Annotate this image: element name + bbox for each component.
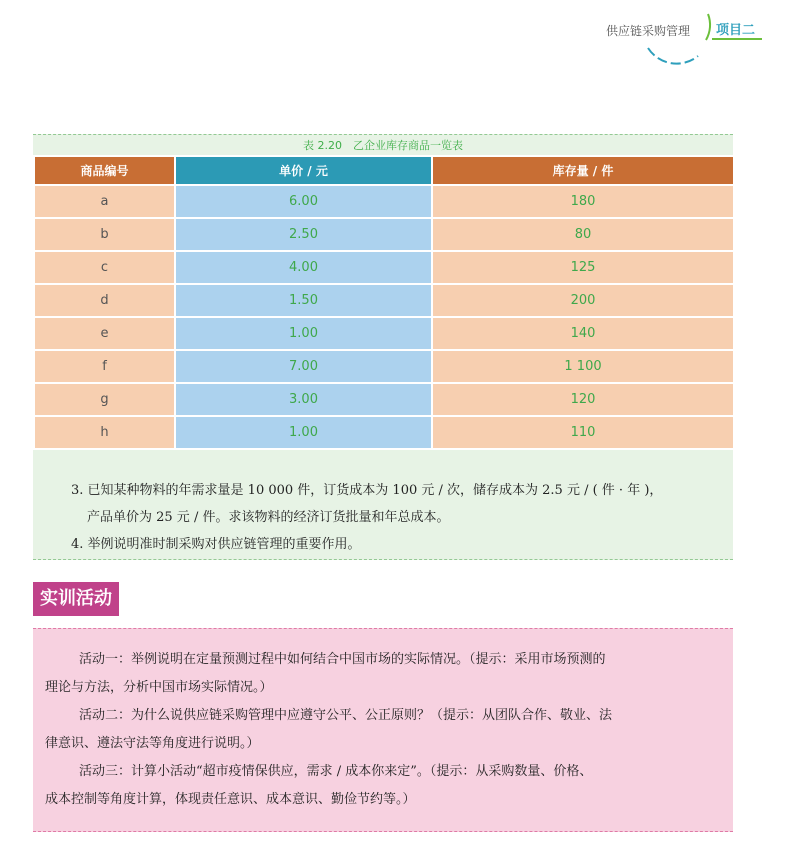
inventory-table	[33, 155, 735, 450]
item-code-cell: a	[34, 185, 175, 218]
item-code-cell: b	[34, 218, 175, 251]
stock-cell: 200	[432, 284, 734, 317]
question-4: 4. 举例说明准时制采购对供应链管理的重要作用。	[71, 537, 361, 552]
stock-cell: 110	[432, 416, 734, 449]
item-code-cell: f	[34, 350, 175, 383]
activity-box	[33, 628, 733, 832]
activity-3-line-2: 成本控制等角度计算，体现责任意识、成本意识、勤俭节约等。）	[45, 792, 416, 807]
stock-cell: 180	[432, 185, 734, 218]
table-row	[34, 350, 734, 383]
activity-1-line-1: 活动一：举例说明在定量预测过程中如何结合中国市场的实际情况。（提示：采用市场预测的	[79, 652, 606, 667]
table-row	[34, 218, 734, 251]
project-underline	[712, 38, 762, 40]
item-code-cell: d	[34, 284, 175, 317]
item-code-cell: e	[34, 317, 175, 350]
activity-2-line-2: 律意识、遵法守法等角度进行说明。）	[45, 736, 260, 751]
unit-price-cell: 3.00	[175, 383, 432, 416]
unit-price-cell: 1.50	[175, 284, 432, 317]
table-caption: 表 2.20 乙企业库存商品一览表	[303, 139, 463, 152]
stock-cell: 140	[432, 317, 734, 350]
running-header-title: 供应链采购管理	[606, 24, 691, 38]
table-row	[34, 284, 734, 317]
unit-price-cell: 1.00	[175, 317, 432, 350]
unit-price-cell: 6.00	[175, 185, 432, 218]
project-label: 项目二	[716, 23, 756, 38]
table-row	[34, 416, 734, 449]
stock-cell: 120	[432, 383, 734, 416]
table-row	[34, 251, 734, 284]
column-header-unit-price: 单价 / 元	[175, 156, 432, 185]
unit-price-cell: 4.00	[175, 251, 432, 284]
table-header-row	[34, 156, 734, 185]
item-code-cell: h	[34, 416, 175, 449]
exercise-panel	[33, 134, 733, 560]
stock-cell: 125	[432, 251, 734, 284]
item-code-cell: c	[34, 251, 175, 284]
stock-cell: 80	[432, 218, 734, 251]
column-header-stock: 库存量 / 件	[432, 156, 734, 185]
activity-1-line-2: 理论与方法，分析中国市场实际情况。）	[45, 680, 273, 695]
activity-2-line-1: 活动二：为什么说供应链采购管理中应遵守公平、公正原则？（提示：从团队合作、敬业、法	[79, 708, 613, 723]
table-row	[34, 383, 734, 416]
unit-price-cell: 1.00	[175, 416, 432, 449]
question-3-line-1: 3. 已知某种物料的年需求量是 10 000 件，订货成本为 100 元 / 次，储存成本为 2.5 元 / ( 件 · 年 )，	[71, 483, 663, 498]
unit-price-cell: 2.50	[175, 218, 432, 251]
activity-3-line-1: 活动三：计算小活动“超市疫情保供应，需求 / 成本你来定”。（提示：从采购数量、价格、	[79, 764, 593, 779]
activity-section-heading: 实训活动	[33, 582, 119, 616]
stock-cell: 1 100	[432, 350, 734, 383]
table-row	[34, 185, 734, 218]
table-row	[34, 317, 734, 350]
item-code-cell: g	[34, 383, 175, 416]
column-header-item-code: 商品编号	[34, 156, 175, 185]
unit-price-cell: 7.00	[175, 350, 432, 383]
question-3-line-2: 产品单价为 25 元 / 件。求该物料的经济订货批量和年总成本。	[87, 510, 450, 525]
